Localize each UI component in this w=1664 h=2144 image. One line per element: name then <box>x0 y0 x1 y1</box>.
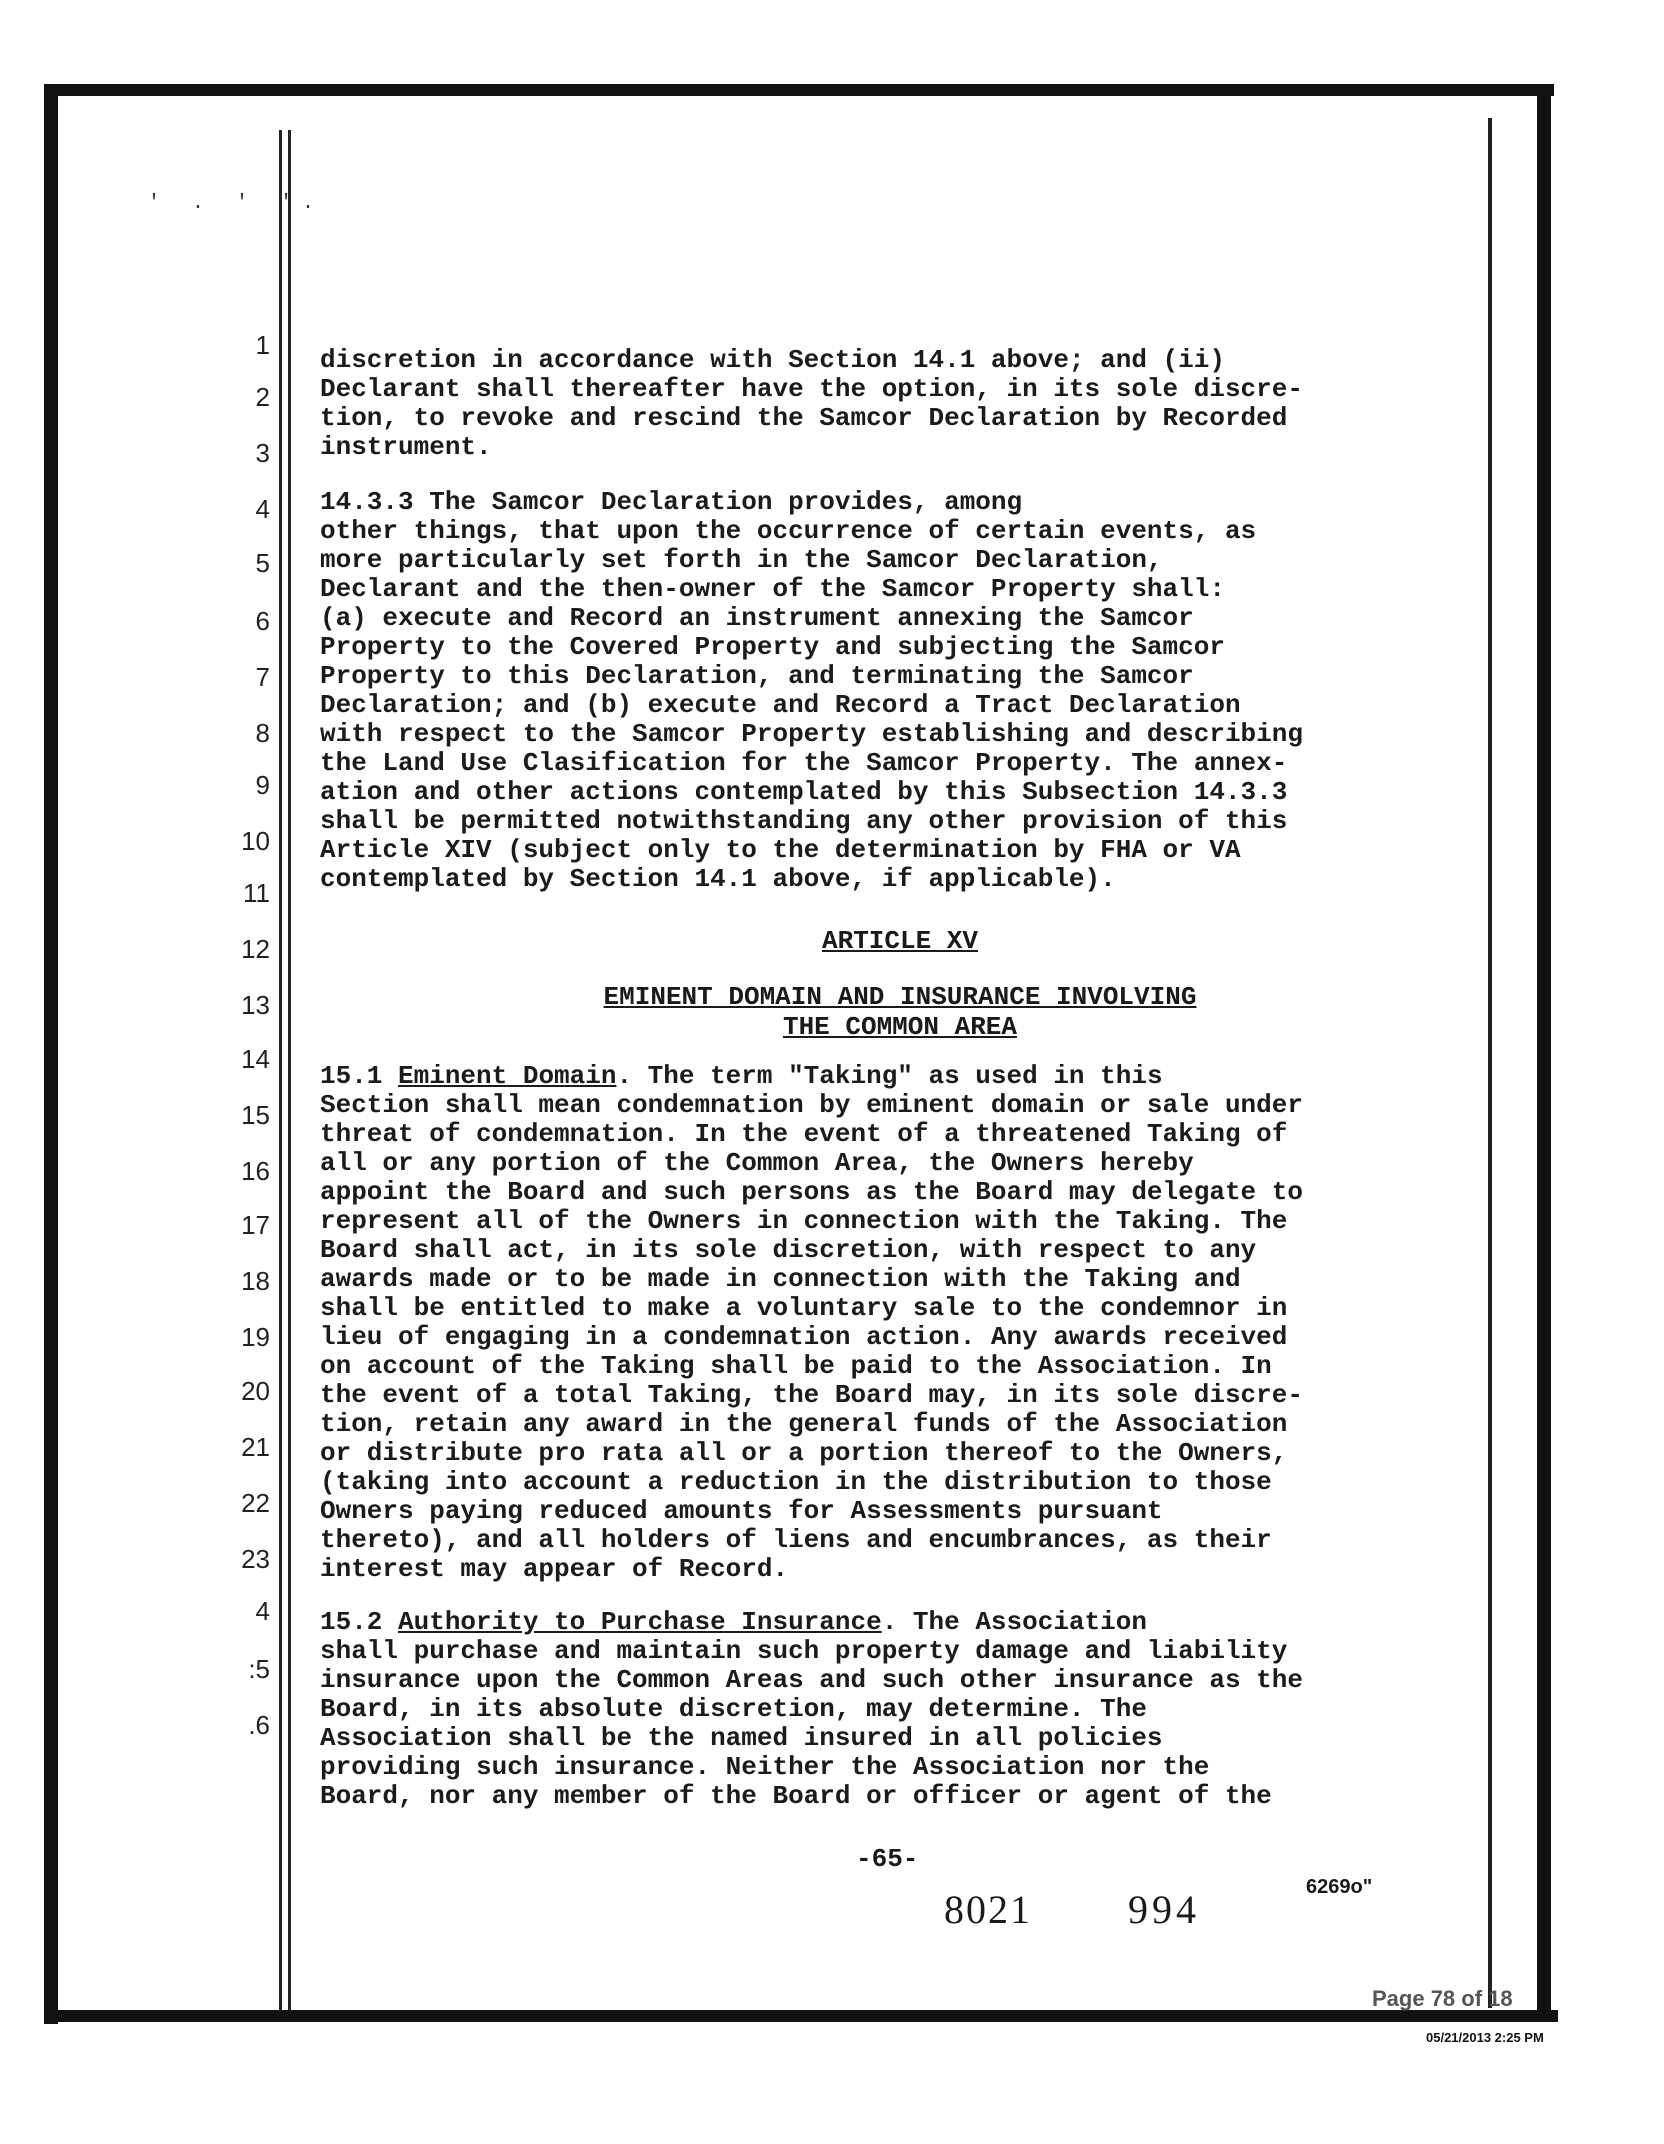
corner-marks: ' . ' '. <box>148 192 325 215</box>
print-timestamp: 05/21/2013 2:25 PM <box>1426 2030 1544 2045</box>
margin-line-number: 6 <box>255 606 270 636</box>
margin-line-number: 13 <box>241 990 270 1020</box>
section-number-15-2: 15.2 <box>320 1607 399 1637</box>
margin-line-number: 12 <box>241 934 270 964</box>
margin-line-number: 17 <box>241 1210 270 1240</box>
paragraph-15-2 <box>320 1608 1303 1811</box>
border-left <box>44 84 58 2024</box>
margin-line-number: 7 <box>255 662 270 692</box>
border-top <box>44 84 1554 96</box>
margin-line-number: 3 <box>255 438 270 468</box>
page-of-count: Page 78 of 18 <box>1372 1986 1513 2011</box>
page-number: -65- <box>856 1844 919 1874</box>
margin-line-number: 10 <box>241 826 270 856</box>
article-title: EMINENT DOMAIN AND INSURANCE INVOLVING THE COMMON AREA <box>603 982 1197 1042</box>
margin-line-number: 23 <box>241 1544 270 1574</box>
margin-line-number: 19 <box>241 1322 270 1352</box>
section-body-eminent-domain: . The term "Taking" as used in this Section shall mean condemnation by eminent domain or sale under threat of condemnation. In the event of a threatened Taking of all or any portion of the Common Area, the Owners hereby appoint the Board and such persons as the Board may delegate to represent all of the Owners in connection with the Taking. The Board shall act, in its sole discretion, with respect to any awards made or to be made in connection with the Taking and shall be entitled to make a voluntary sale to the condemnor in lieu of engaging in a condemnation action. Any awards received on account of the Taking shall be paid to the Association. In the event of a total Taking, the Board may, in its sole discre- tion, retain any award in the general funds of the Association or distribute pro rata all or a portion thereof to the Owners, (taking into account a reduction in the distribution to those Owners paying reduced amounts for Assessments pursuant thereto), and all holders of liens and encumbrances, as their interest may appear of Record. <box>320 1061 1303 1584</box>
margin-line-number: 5 <box>255 548 270 578</box>
margin-line-number: 9 <box>255 770 270 800</box>
inner-right-rule <box>1488 118 1492 2008</box>
section-number-15-1: 15.1 <box>320 1061 399 1091</box>
margin-line-number: 22 <box>241 1488 270 1518</box>
margin-line-number: 4 <box>255 494 270 524</box>
section-heading-insurance: Authority to Purchase Insurance <box>398 1607 882 1637</box>
border-bottom <box>58 2010 1558 2022</box>
margin-line-number: 21 <box>241 1432 270 1462</box>
document-code: 6269o" <box>1306 1876 1373 1898</box>
margin-rule-left <box>279 130 282 2010</box>
margin-line-number: 20 <box>241 1376 270 1406</box>
section-heading-eminent-domain: Eminent Domain <box>398 1061 617 1091</box>
section-body-insurance: . The Association shall purchase and maintain such property damage and liability insurance upon the Common Areas and such other insurance as the Board, in its absolute discretion, may determine. The Association shall be the named insured in all policies providing such insurance. Neither the Association nor the Board, nor any member of the Board or officer or agent of the <box>320 1607 1303 1811</box>
margin-line-number: 16 <box>241 1156 270 1186</box>
margin-line-number: :5 <box>248 1654 270 1684</box>
paragraph-15-1 <box>320 1062 1303 1584</box>
recording-stamp-page: 994 <box>1128 1887 1200 1932</box>
margin-line-number: 15 <box>241 1100 270 1130</box>
margin-rule-right <box>288 130 291 2010</box>
paragraph-14-3-3: 14.3.3 The Samcor Declaration provides, among other things, that upon the occurrence of certain events, as more particularly set forth in the Samcor Declaration, Declarant and the then-owner of the Samcor Property shall: (a) execute and Record an instrument annexing the Samcor Property to the Covered Property and subjecting the Samcor Property to this Declaration, and terminating the Samcor Declaration; and (b) execute and Record a Tract Declaration with respect to the Samcor Property establishing and describing the Land Use Clasification for the Samcor Property. The annex- ation and other actions contemplated by this Subsection 14.3.3 shall be permitted notwithstanding any other provision of this Article XIV (subject only to the determination by FHA or VA contemplated by Section 14.1 above, if applicable). <box>320 487 1303 894</box>
article-heading: ARTICLE XV <box>821 926 979 956</box>
margin-line-number: 4 <box>255 1596 270 1626</box>
recording-stamp-book: 8021 <box>944 1887 1032 1932</box>
margin-line-number: 8 <box>255 718 270 748</box>
border-right <box>1537 84 1551 2014</box>
margin-line-number: .6 <box>248 1710 270 1740</box>
margin-line-number: 1 <box>255 330 270 360</box>
margin-line-number: 18 <box>241 1266 270 1296</box>
margin-line-number: 2 <box>255 382 270 412</box>
margin-line-number: 11 <box>243 878 270 908</box>
paragraph-discretion: discretion in accordance with Section 14.1 above; and (ii) Declarant shall thereafter have the option, in its sole discre- tion, to revoke and rescind the Samcor Declaration by Recorded instrument. <box>320 345 1303 462</box>
margin-line-number: 14 <box>241 1044 270 1074</box>
